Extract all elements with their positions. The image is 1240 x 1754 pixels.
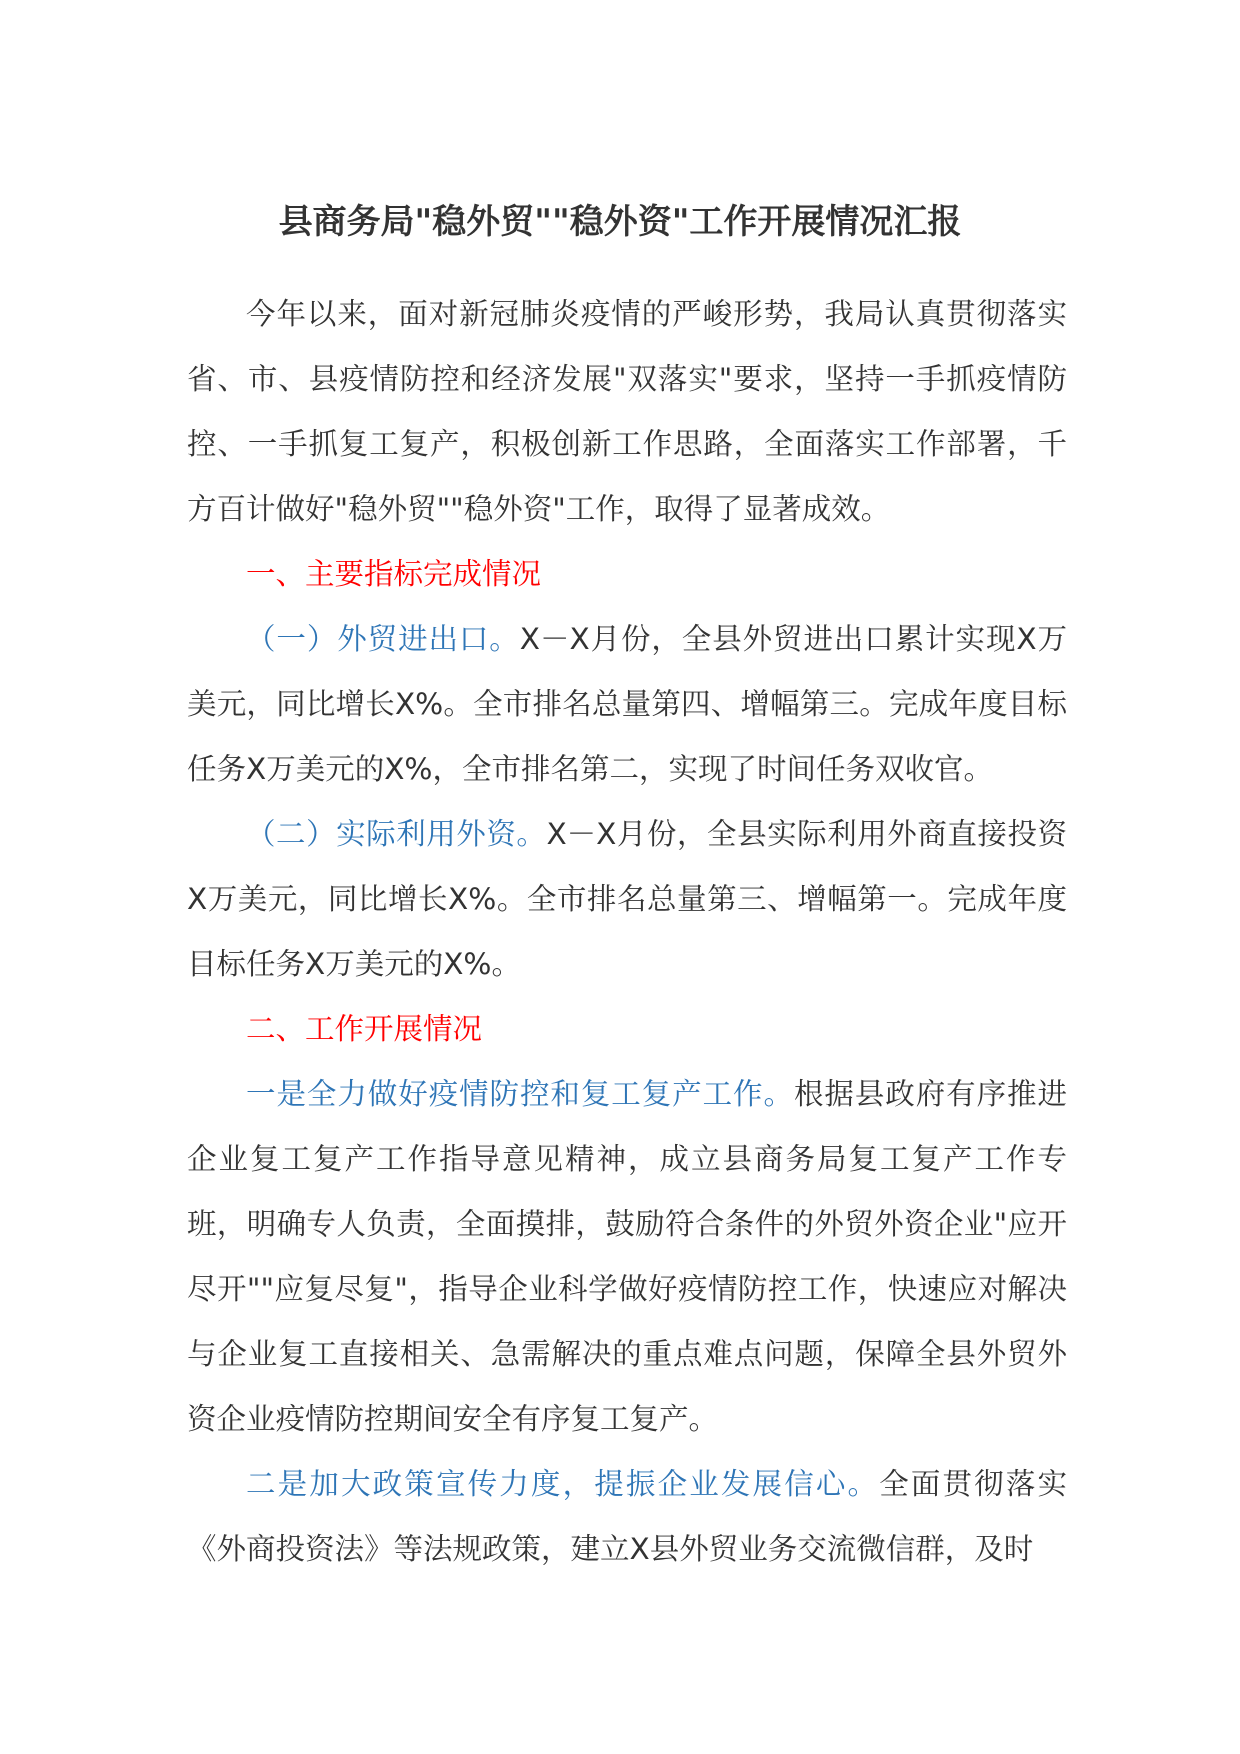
paragraph-epidemic-resumption bbox=[187, 1062, 1067, 1452]
intro-paragraph: 今年以来，面对新冠肺炎疫情的严峻形势，我局认真贯彻落实省、市、县疫情防控和经济发展"双落实"要求，坚持一手抓疫情防控、一手抓复工复产，积极创新工作思路，全面落实工作部署，千方百计做好"稳外贸""稳外资"工作，取得了显著成效。 bbox=[187, 297, 1067, 526]
text-epidemic-resumption: 根据县政府有序推进企业复工复产工作指导意见精神，成立县商务局复工复产工作专班，明确专人负责，全面摸排，鼓励符合条件的外贸外资企业"应开尽开""应复尽复"，指导企业科学做好疫情防控工作，快速应对解决与企业复工直接相关、急需解决的重点难点问题，保障全县外贸外资企业疫情防控期间安全有序复工复产。 bbox=[187, 1077, 1067, 1436]
document-body bbox=[187, 282, 1067, 1582]
subheading-foreign-trade: （一）外贸进出口。 bbox=[246, 622, 520, 656]
section-heading-main-indicators: 一、主要指标完成情况 bbox=[246, 557, 542, 591]
subheading-epidemic-resumption: 一是全力做好疫情防控和复工复产工作。 bbox=[246, 1077, 794, 1111]
text-foreign-investment: X－X月份，全县实际利用外商直接投资X万美元，同比增长X%。全市排名总量第三、增幅第一。完成年度目标任务X万美元的X%。 bbox=[187, 817, 1067, 981]
text-foreign-trade: X－X月份，全县外贸进出口累计实现X万美元，同比增长X%。全市排名总量第四、增幅第三。完成年度目标任务X万美元的X%，全市排名第二，实现了时间任务双收官。 bbox=[187, 622, 1067, 786]
document-title: 县商务局"稳外贸""稳外资"工作开展情况汇报 bbox=[278, 202, 962, 242]
subheading-policy-promotion: 二是加大政策宣传力度，提振企业发展信心。 bbox=[246, 1467, 880, 1501]
text-policy-promotion: 全面贯彻落实《外商投资法》等法规政策，建立X县外贸业务交流微信群，及时 bbox=[187, 1467, 1067, 1566]
paragraph-foreign-investment bbox=[187, 802, 1067, 997]
paragraph-policy-promotion bbox=[187, 1452, 1067, 1582]
paragraph-foreign-trade bbox=[187, 607, 1067, 802]
section-heading-work-progress: 二、工作开展情况 bbox=[246, 1012, 483, 1046]
subheading-foreign-investment: （二）实际利用外资。 bbox=[246, 817, 547, 851]
